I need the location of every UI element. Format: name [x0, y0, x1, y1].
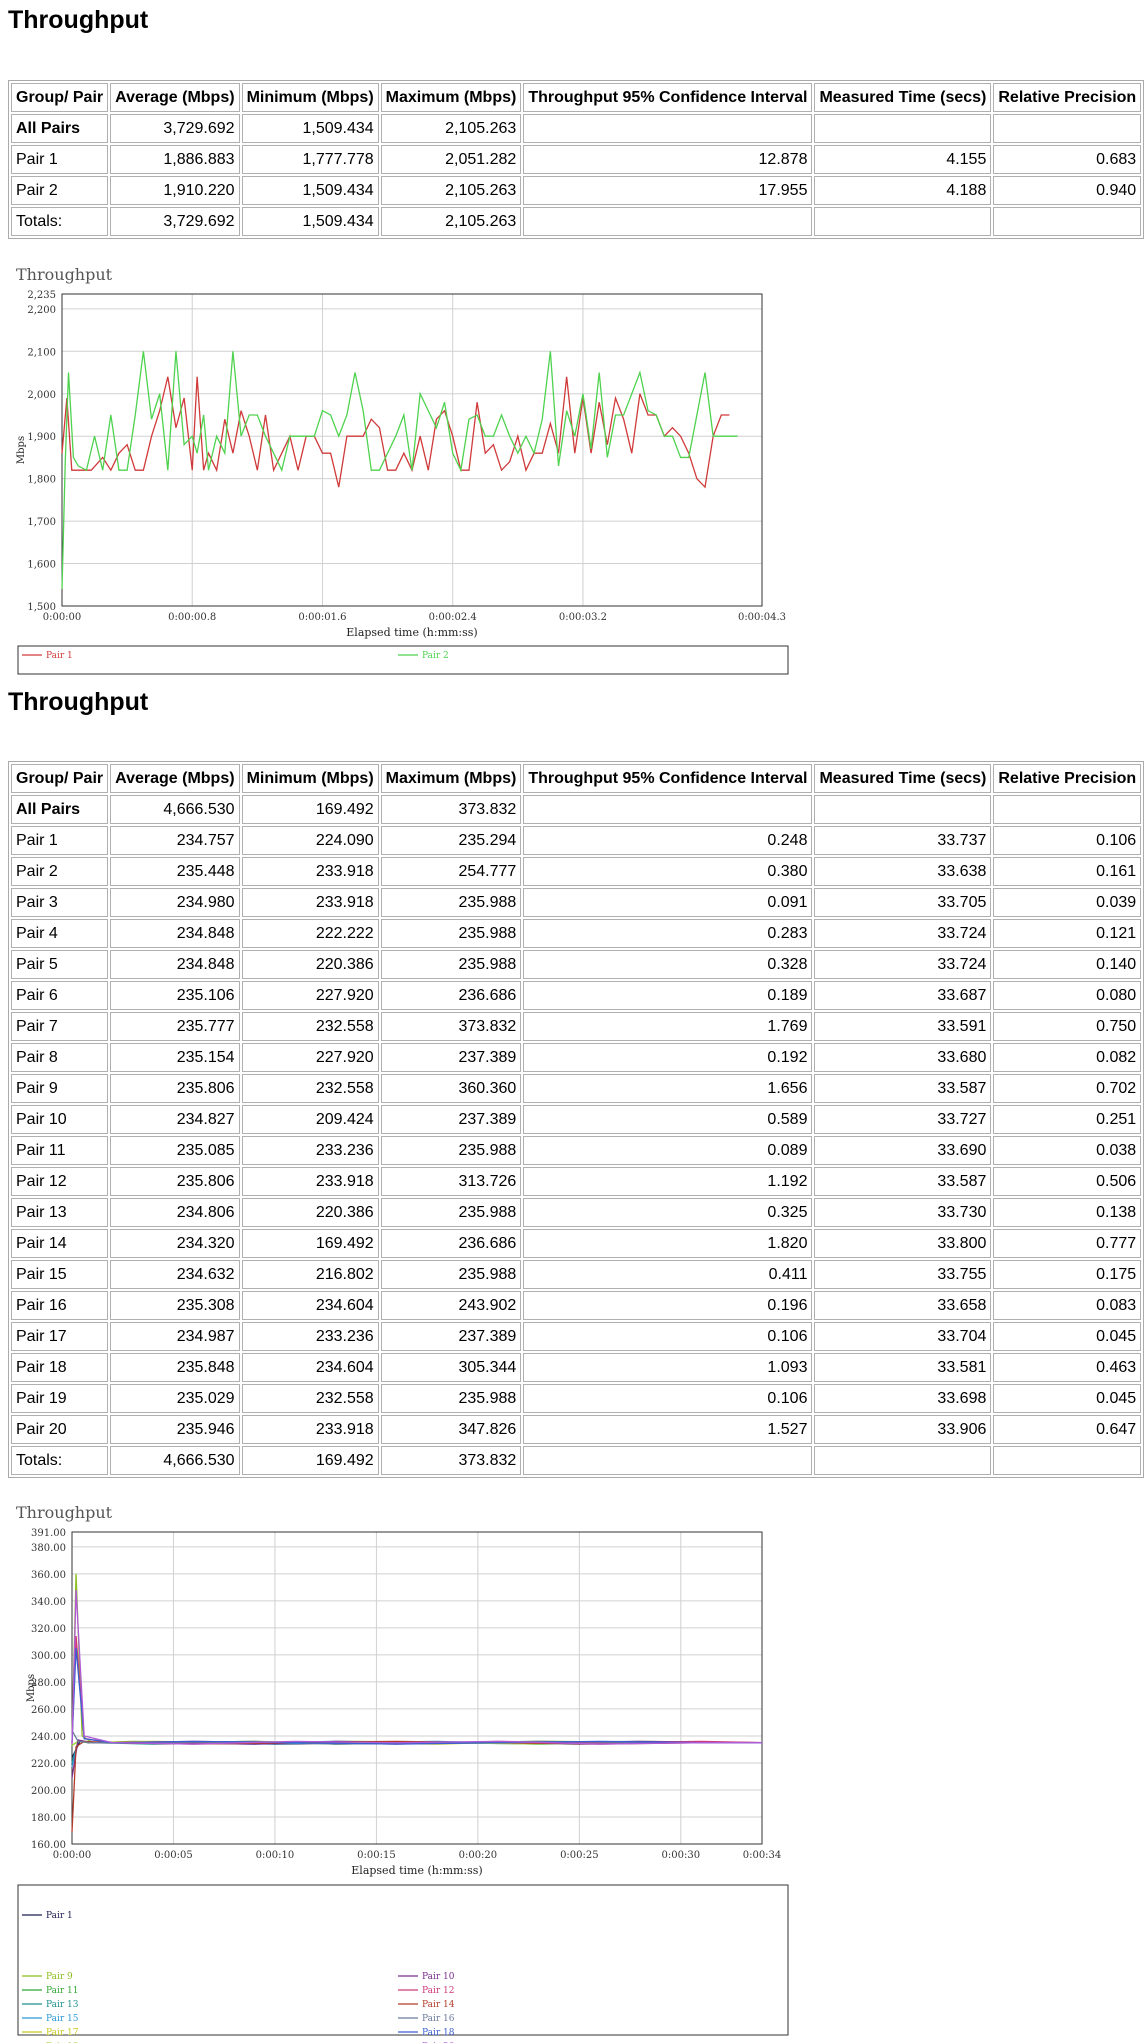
- table-cell: [523, 207, 812, 236]
- table-cell: 234.757: [110, 826, 239, 855]
- table-cell: 235.988: [381, 1384, 522, 1413]
- table-cell: 3,729.692: [110, 207, 239, 236]
- y-tick-label: 2,200: [27, 304, 56, 316]
- table-cell: 1,509.434: [242, 207, 379, 236]
- y-tick-label: 2,235: [27, 290, 56, 301]
- x-tick-label: 0:00:00: [42, 612, 82, 623]
- table-cell: 0.080: [993, 981, 1141, 1010]
- table-cell: [993, 1446, 1141, 1475]
- y-tick-label: 360.00: [31, 1569, 66, 1581]
- table-cell: 0.161: [993, 857, 1141, 886]
- table-cell: 235.294: [381, 826, 522, 855]
- throughput-table-1: [8, 80, 1144, 239]
- table-row: [11, 145, 1141, 174]
- table-cell: 169.492: [242, 1229, 379, 1258]
- table-cell: 232.558: [242, 1384, 379, 1413]
- table-cell: 0.702: [993, 1074, 1141, 1103]
- table-cell: 1.769: [523, 1012, 812, 1041]
- column-header: Measured Time (secs): [814, 764, 991, 793]
- table-cell: 33.737: [814, 826, 991, 855]
- table-cell: Pair 2: [11, 176, 108, 205]
- table-row: [11, 1167, 1141, 1196]
- table-row: [11, 207, 1141, 236]
- table-cell: 237.389: [381, 1043, 522, 1072]
- table-row: [11, 919, 1141, 948]
- table-cell: 237.389: [381, 1322, 522, 1351]
- table-cell: 0.121: [993, 919, 1141, 948]
- table-row: [11, 1415, 1141, 1444]
- table-cell: 235.988: [381, 950, 522, 979]
- table-cell: 0.196: [523, 1291, 812, 1320]
- column-header: Measured Time (secs): [814, 83, 991, 112]
- table-cell: 1.527: [523, 1415, 812, 1444]
- column-header: Minimum (Mbps): [242, 764, 379, 793]
- table-row: [11, 795, 1141, 824]
- table-cell: 0.091: [523, 888, 812, 917]
- table-cell: 235.988: [381, 919, 522, 948]
- table-row: [11, 114, 1141, 143]
- table-row: [11, 1291, 1141, 1320]
- table-cell: 235.085: [110, 1136, 239, 1165]
- legend-label: Pair 1: [46, 651, 73, 661]
- series-line-pair-10: [72, 1740, 762, 1778]
- table-cell: 33.727: [814, 1105, 991, 1134]
- series-line-pair-13: [72, 1741, 762, 1763]
- legend-label: Pair 15: [46, 2014, 79, 2024]
- table-cell: 3,729.692: [110, 114, 239, 143]
- table-cell: 373.832: [381, 795, 522, 824]
- table-cell: 235.806: [110, 1167, 239, 1196]
- table-cell: 209.424: [242, 1105, 379, 1134]
- table-cell: 243.902: [381, 1291, 522, 1320]
- table-cell: 1.820: [523, 1229, 812, 1258]
- table-cell: 235.777: [110, 1012, 239, 1041]
- y-tick-label: 300.00: [31, 1650, 66, 1662]
- x-tick-label: 0:00:01.6: [298, 612, 347, 623]
- table-cell: 33.705: [814, 888, 991, 917]
- table-cell: 232.558: [242, 1012, 379, 1041]
- table-cell: 234.848: [110, 950, 239, 979]
- x-tick-label: 0:00:20: [458, 1850, 498, 1861]
- chart-title: Throughput: [16, 265, 113, 284]
- series-line-pair-9: [72, 1574, 762, 1743]
- y-tick-label: 1,700: [27, 517, 56, 529]
- legend-box: [18, 1885, 788, 2035]
- column-header: Minimum (Mbps): [242, 83, 379, 112]
- table-cell: Pair 6: [11, 981, 108, 1010]
- chart-title: Throughput: [16, 1503, 113, 1522]
- table-cell: 33.638: [814, 857, 991, 886]
- table-cell: 236.686: [381, 1229, 522, 1258]
- column-header: Throughput 95% Confidence Interval: [523, 83, 812, 112]
- table-cell: 235.946: [110, 1415, 239, 1444]
- section2-heading: Throughput: [8, 688, 149, 716]
- legend-label: Pair 10: [422, 1972, 455, 1982]
- y-tick-label: 160.00: [31, 1840, 66, 1851]
- table-cell: 4.188: [814, 176, 991, 205]
- column-header: Relative Precision: [993, 83, 1141, 112]
- table-row: [11, 1353, 1141, 1382]
- table-cell: 33.591: [814, 1012, 991, 1041]
- table-cell: 169.492: [242, 1446, 379, 1475]
- chart-svg: [8, 262, 798, 682]
- section1-heading: Throughput: [8, 6, 149, 34]
- plot-frame: [72, 1532, 762, 1844]
- table-cell: 2,051.282: [381, 145, 522, 174]
- column-header: Throughput 95% Confidence Interval: [523, 764, 812, 793]
- table-cell: 0.083: [993, 1291, 1141, 1320]
- table-cell: 1.192: [523, 1167, 812, 1196]
- y-axis-label: Mbps: [26, 1673, 37, 1703]
- table-cell: Totals:: [11, 207, 108, 236]
- table-cell: 0.192: [523, 1043, 812, 1072]
- table-row: [11, 1043, 1141, 1072]
- table-cell: 33.687: [814, 981, 991, 1010]
- table-cell: 232.558: [242, 1074, 379, 1103]
- plot-frame: [62, 294, 762, 606]
- table-cell: 222.222: [242, 919, 379, 948]
- y-tick-label: 2,000: [27, 389, 56, 401]
- table-cell: [814, 1446, 991, 1475]
- table-row: [11, 826, 1141, 855]
- table-cell: Pair 10: [11, 1105, 108, 1134]
- table-cell: 0.140: [993, 950, 1141, 979]
- table-cell: 1,509.434: [242, 176, 379, 205]
- table-cell: 234.604: [242, 1291, 379, 1320]
- table-cell: 234.827: [110, 1105, 239, 1134]
- table-cell: [993, 114, 1141, 143]
- chart-svg: [8, 1500, 808, 2038]
- table-row: [11, 1012, 1141, 1041]
- table-cell: 33.724: [814, 919, 991, 948]
- table-cell: 227.920: [242, 981, 379, 1010]
- table-cell: 33.704: [814, 1322, 991, 1351]
- table-row: [11, 1105, 1141, 1134]
- y-tick-label: 1,800: [27, 474, 56, 486]
- table-cell: Pair 18: [11, 1353, 108, 1382]
- y-tick-label: 340.00: [31, 1596, 66, 1608]
- table-cell: 0.189: [523, 981, 812, 1010]
- table-cell: 4.155: [814, 145, 991, 174]
- y-tick-label: 380.00: [31, 1542, 66, 1554]
- table-cell: 0.038: [993, 1136, 1141, 1165]
- column-header: Group/ Pair: [11, 83, 108, 112]
- legend-label: Pair 18: [422, 2028, 455, 2038]
- table-cell: Pair 1: [11, 145, 108, 174]
- table-cell: [814, 795, 991, 824]
- table-cell: 0.106: [993, 826, 1141, 855]
- table-cell: Pair 11: [11, 1136, 108, 1165]
- series-line-pair-18: [72, 1648, 762, 1744]
- table-cell: 33.690: [814, 1136, 991, 1165]
- x-tick-label: 0:00:25: [560, 1850, 599, 1861]
- table-row: [11, 1446, 1141, 1475]
- table-cell: 233.918: [242, 857, 379, 886]
- table-cell: 220.386: [242, 950, 379, 979]
- table-cell: 254.777: [381, 857, 522, 886]
- table-cell: 234.320: [110, 1229, 239, 1258]
- table-cell: 33.730: [814, 1198, 991, 1227]
- table-cell: 233.918: [242, 1167, 379, 1196]
- x-tick-label: 0:00:05: [154, 1850, 193, 1861]
- table-cell: Pair 5: [11, 950, 108, 979]
- table-cell: 4,666.530: [110, 1446, 239, 1475]
- table-cell: 1,886.883: [110, 145, 239, 174]
- table-cell: 33.587: [814, 1167, 991, 1196]
- column-header: Group/ Pair: [11, 764, 108, 793]
- y-tick-label: 220.00: [31, 1758, 66, 1770]
- y-tick-label: 320.00: [31, 1623, 66, 1635]
- table-cell: [993, 795, 1141, 824]
- table-cell: 235.448: [110, 857, 239, 886]
- table-cell: Pair 2: [11, 857, 108, 886]
- table-cell: 0.647: [993, 1415, 1141, 1444]
- table-cell: 235.988: [381, 888, 522, 917]
- table-cell: 1,777.778: [242, 145, 379, 174]
- table-cell: 0.089: [523, 1136, 812, 1165]
- table-cell: 0.750: [993, 1012, 1141, 1041]
- table-cell: 233.918: [242, 888, 379, 917]
- table-cell: 227.920: [242, 1043, 379, 1072]
- x-axis-label: Elapsed time (h:mm:ss): [351, 1864, 483, 1877]
- table-cell: 236.686: [381, 981, 522, 1010]
- throughput-chart-1: [8, 262, 798, 687]
- table-cell: 4,666.530: [110, 795, 239, 824]
- table-cell: 216.802: [242, 1260, 379, 1289]
- y-tick-label: 391.00: [31, 1528, 66, 1539]
- table-cell: Pair 16: [11, 1291, 108, 1320]
- legend-label: Pair 11: [46, 1986, 79, 1996]
- table-cell: Pair 7: [11, 1012, 108, 1041]
- table-cell: 0.463: [993, 1353, 1141, 1382]
- y-tick-label: 1,900: [27, 432, 56, 444]
- table-header-row: [11, 764, 1141, 793]
- table-cell: 0.082: [993, 1043, 1141, 1072]
- table-cell: 33.906: [814, 1415, 991, 1444]
- table-row: [11, 981, 1141, 1010]
- table-cell: 234.848: [110, 919, 239, 948]
- x-tick-label: 0:00:00: [52, 1850, 92, 1861]
- series-line-pair-2: [62, 351, 738, 589]
- table-cell: Pair 3: [11, 888, 108, 917]
- table-cell: 0.106: [523, 1322, 812, 1351]
- table-cell: 2,105.263: [381, 114, 522, 143]
- table-cell: 373.832: [381, 1446, 522, 1475]
- table-cell: 0.248: [523, 826, 812, 855]
- table-cell: 33.581: [814, 1353, 991, 1382]
- y-tick-label: 280.00: [31, 1677, 66, 1689]
- table-cell: Pair 9: [11, 1074, 108, 1103]
- table-cell: 0.589: [523, 1105, 812, 1134]
- throughput-table-2: [8, 761, 1144, 1478]
- throughput-chart-2: [8, 1500, 808, 2043]
- x-axis-label: Elapsed time (h:mm:ss): [346, 626, 478, 639]
- table-cell: 1,910.220: [110, 176, 239, 205]
- table-cell: 234.980: [110, 888, 239, 917]
- table-cell: 0.380: [523, 857, 812, 886]
- table-cell: Totals:: [11, 1446, 108, 1475]
- legend-label: Pair 16: [422, 2014, 455, 2024]
- table-cell: 235.848: [110, 1353, 239, 1382]
- table-row: [11, 1229, 1141, 1258]
- series-line-pair-12: [72, 1636, 762, 1744]
- table-cell: 235.029: [110, 1384, 239, 1413]
- table-cell: All Pairs: [11, 114, 108, 143]
- table-cell: 0.940: [993, 176, 1141, 205]
- x-tick-label: 0:00:00.8: [168, 612, 217, 623]
- table-cell: 33.800: [814, 1229, 991, 1258]
- table-cell: 234.632: [110, 1260, 239, 1289]
- table-cell: [523, 795, 812, 824]
- x-tick-label: 0:00:30: [661, 1850, 701, 1861]
- table-cell: 0.411: [523, 1260, 812, 1289]
- y-tick-label: 1,600: [27, 559, 56, 571]
- y-tick-label: 200.00: [31, 1785, 66, 1797]
- table-cell: 0.039: [993, 888, 1141, 917]
- table-cell: 33.755: [814, 1260, 991, 1289]
- table-cell: 235.988: [381, 1260, 522, 1289]
- column-header: Relative Precision: [993, 764, 1141, 793]
- table-cell: 0.283: [523, 919, 812, 948]
- series-line-pair-14: [72, 1741, 762, 1831]
- table-row: [11, 950, 1141, 979]
- table-cell: 2,105.263: [381, 176, 522, 205]
- legend-label: Pair 13: [46, 2000, 79, 2010]
- table-cell: [993, 207, 1141, 236]
- table-cell: 360.360: [381, 1074, 522, 1103]
- table-row: [11, 857, 1141, 886]
- table-cell: 305.344: [381, 1353, 522, 1382]
- table-cell: 0.251: [993, 1105, 1141, 1134]
- table-cell: Pair 17: [11, 1322, 108, 1351]
- table-cell: 235.806: [110, 1074, 239, 1103]
- table-row: [11, 1074, 1141, 1103]
- table-row: [11, 1136, 1141, 1165]
- table-cell: 373.832: [381, 1012, 522, 1041]
- table-header-row: [11, 83, 1141, 112]
- table-row: [11, 1322, 1141, 1351]
- table-row: [11, 176, 1141, 205]
- table-cell: 0.325: [523, 1198, 812, 1227]
- legend-label: Pair 1: [46, 1911, 73, 1921]
- table-cell: 235.988: [381, 1198, 522, 1227]
- table-cell: 2,105.263: [381, 207, 522, 236]
- y-tick-label: 1,500: [27, 602, 56, 613]
- x-tick-label: 0:00:34: [742, 1850, 782, 1861]
- table-cell: 234.987: [110, 1322, 239, 1351]
- table-row: [11, 888, 1141, 917]
- table-cell: 169.492: [242, 795, 379, 824]
- table-row: [11, 1198, 1141, 1227]
- y-tick-label: 240.00: [31, 1731, 66, 1743]
- table-cell: 33.680: [814, 1043, 991, 1072]
- table-cell: 1.093: [523, 1353, 812, 1382]
- table-cell: 237.389: [381, 1105, 522, 1134]
- y-axis-label: Mbps: [16, 435, 27, 465]
- legend-box: [18, 646, 788, 674]
- y-tick-label: 180.00: [31, 1812, 66, 1824]
- y-tick-label: 260.00: [31, 1704, 66, 1716]
- legend-label: Pair 9: [46, 1972, 73, 1982]
- table-cell: [523, 1446, 812, 1475]
- x-tick-label: 0:00:02.4: [428, 612, 477, 623]
- table-cell: 235.308: [110, 1291, 239, 1320]
- table-row: [11, 1260, 1141, 1289]
- table-cell: 33.724: [814, 950, 991, 979]
- table-cell: 0.683: [993, 145, 1141, 174]
- series-line-pair-20: [72, 1590, 762, 1744]
- table-cell: Pair 19: [11, 1384, 108, 1413]
- table-cell: 313.726: [381, 1167, 522, 1196]
- table-cell: Pair 4: [11, 919, 108, 948]
- x-tick-label: 0:00:03.2: [558, 612, 607, 623]
- y-tick-label: 2,100: [27, 347, 56, 359]
- table-cell: 0.045: [993, 1322, 1141, 1351]
- table-cell: 0.138: [993, 1198, 1141, 1227]
- table-cell: Pair 14: [11, 1229, 108, 1258]
- column-header: Maximum (Mbps): [381, 83, 522, 112]
- table-cell: 33.698: [814, 1384, 991, 1413]
- legend-label: Pair 2: [422, 651, 449, 661]
- legend-label: Pair 17: [46, 2028, 79, 2038]
- table-cell: 347.826: [381, 1415, 522, 1444]
- x-tick-label: 0:00:10: [255, 1850, 295, 1861]
- table-cell: 235.106: [110, 981, 239, 1010]
- table-cell: 233.236: [242, 1322, 379, 1351]
- table-cell: [814, 207, 991, 236]
- column-header: Average (Mbps): [110, 83, 239, 112]
- table-cell: 0.175: [993, 1260, 1141, 1289]
- table-cell: [814, 114, 991, 143]
- table-cell: 33.587: [814, 1074, 991, 1103]
- table-cell: Pair 20: [11, 1415, 108, 1444]
- table-cell: 224.090: [242, 826, 379, 855]
- table-cell: Pair 13: [11, 1198, 108, 1227]
- table-cell: 234.806: [110, 1198, 239, 1227]
- table-cell: 0.106: [523, 1384, 812, 1413]
- table-cell: 233.918: [242, 1415, 379, 1444]
- table-cell: Pair 12: [11, 1167, 108, 1196]
- table-cell: 0.777: [993, 1229, 1141, 1258]
- table-cell: 17.955: [523, 176, 812, 205]
- table-cell: [523, 114, 812, 143]
- table-cell: Pair 8: [11, 1043, 108, 1072]
- x-tick-label: 0:00:15: [357, 1850, 396, 1861]
- column-header: Average (Mbps): [110, 764, 239, 793]
- table-cell: 0.506: [993, 1167, 1141, 1196]
- table-cell: 233.236: [242, 1136, 379, 1165]
- table-cell: All Pairs: [11, 795, 108, 824]
- x-tick-label: 0:00:04.3: [737, 612, 787, 623]
- table-cell: Pair 1: [11, 826, 108, 855]
- table-cell: 1,509.434: [242, 114, 379, 143]
- table-cell: 235.988: [381, 1136, 522, 1165]
- table-cell: 0.328: [523, 950, 812, 979]
- table-cell: 33.658: [814, 1291, 991, 1320]
- column-header: Maximum (Mbps): [381, 764, 522, 793]
- table-cell: 220.386: [242, 1198, 379, 1227]
- table-cell: 12.878: [523, 145, 812, 174]
- table-cell: 234.604: [242, 1353, 379, 1382]
- legend-label: Pair 12: [422, 1986, 455, 1996]
- legend-label: Pair 14: [422, 2000, 455, 2010]
- table-row: [11, 1384, 1141, 1413]
- table-cell: 1.656: [523, 1074, 812, 1103]
- table-cell: 0.045: [993, 1384, 1141, 1413]
- table-cell: 235.154: [110, 1043, 239, 1072]
- table-cell: Pair 15: [11, 1260, 108, 1289]
